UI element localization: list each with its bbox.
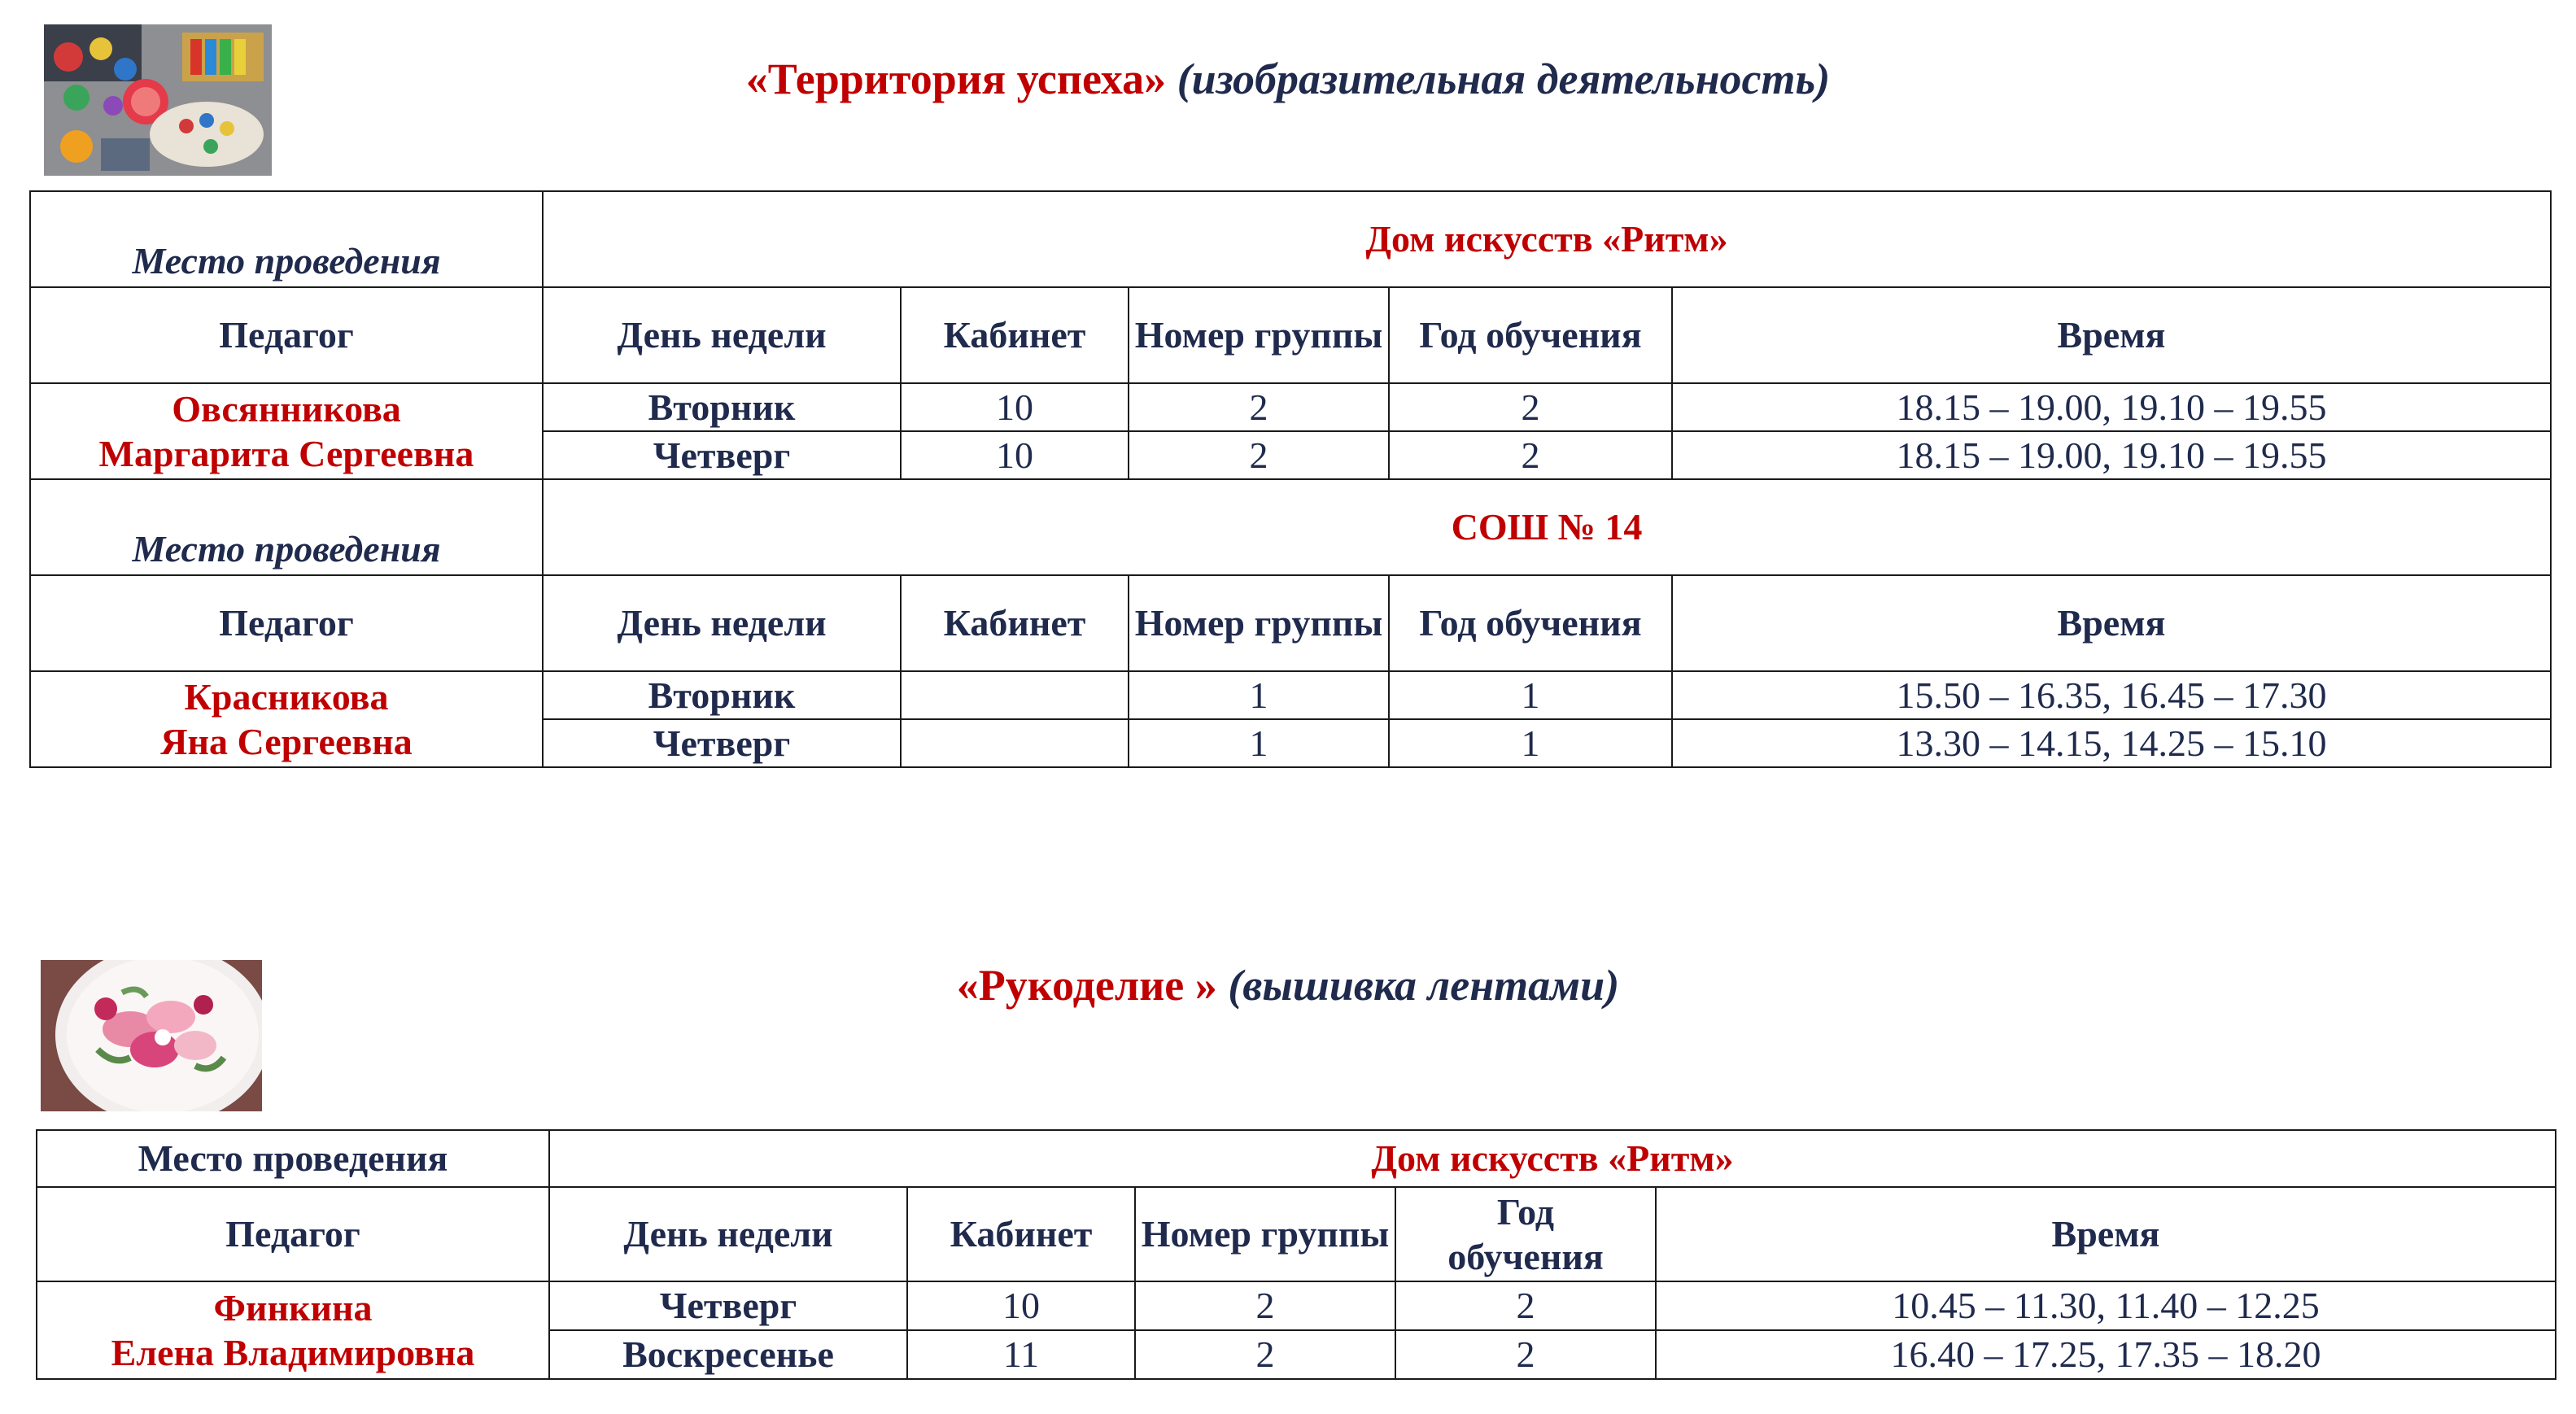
table-row <box>30 383 2551 431</box>
cell-day: Четверг <box>549 1281 907 1330</box>
venue-name: Дом искусств «Ритм» <box>549 1130 2556 1187</box>
cell-group: 1 <box>1129 719 1389 767</box>
header-day: День недели <box>543 287 901 383</box>
section1-title-sub: (изобразительная деятельность) <box>1177 55 1831 103</box>
cell-group: 1 <box>1129 671 1389 719</box>
cell-year: 1 <box>1389 719 1672 767</box>
cell-year: 1 <box>1389 671 1672 719</box>
cell-year: 2 <box>1395 1281 1656 1330</box>
cell-time: 18.15 – 19.00, 19.10 – 19.55 <box>1672 431 2551 479</box>
cell-day: Четверг <box>543 431 901 479</box>
cell-group: 2 <box>1129 383 1389 431</box>
section1-title <box>0 54 2576 104</box>
table-row <box>30 671 2551 719</box>
section2-title-sub: (вышивка лентами) <box>1228 961 1620 1010</box>
teacher-surname: Овсянникова <box>172 387 401 430</box>
venue-name: СОШ № 14 <box>543 479 2551 575</box>
cell-day: Вторник <box>543 671 901 719</box>
header-group: Номер группы <box>1135 1187 1395 1281</box>
header-teacher: Педагог <box>30 575 543 671</box>
header-year: Год обучения <box>1395 1187 1656 1281</box>
header-room: Кабинет <box>901 287 1129 383</box>
teacher-given-name: Маргарита Сергеевна <box>98 433 474 474</box>
teacher-surname: Финкина <box>213 1286 373 1329</box>
cell-year: 2 <box>1389 431 1672 479</box>
cell-time: 16.40 – 17.25, 17.35 – 18.20 <box>1656 1330 2556 1379</box>
cell-time: 13.30 – 14.15, 14.25 – 15.10 <box>1672 719 2551 767</box>
venue-name: Дом искусств «Ритм» <box>543 191 2551 287</box>
cell-year: 2 <box>1395 1330 1656 1379</box>
teacher-name <box>37 1281 549 1379</box>
header-year: Год обучения <box>1389 575 1672 671</box>
header-group: Номер группы <box>1129 575 1389 671</box>
cell-room: 10 <box>901 431 1129 479</box>
header-time: Время <box>1672 575 2551 671</box>
teacher-name <box>30 383 543 479</box>
cell-time: 18.15 – 19.00, 19.10 – 19.55 <box>1672 383 2551 431</box>
cell-group: 2 <box>1135 1281 1395 1330</box>
header-day: День недели <box>543 575 901 671</box>
section2-title <box>0 960 2576 1010</box>
section2-title-main: «Рукоделие » <box>956 961 1217 1010</box>
cell-room: 10 <box>901 383 1129 431</box>
header-room: Кабинет <box>901 575 1129 671</box>
cell-time: 10.45 – 11.30, 11.40 – 12.25 <box>1656 1281 2556 1330</box>
teacher-surname: Красникова <box>184 675 389 718</box>
header-teacher: Педагог <box>30 287 543 383</box>
place-label: Место проведения <box>30 191 543 287</box>
cell-room <box>901 719 1129 767</box>
header-group: Номер группы <box>1129 287 1389 383</box>
cell-day: Воскресенье <box>549 1330 907 1379</box>
teacher-name <box>30 671 543 767</box>
section1-title-main: «Территория успеха» <box>745 55 1167 103</box>
cell-time: 15.50 – 16.35, 16.45 – 17.30 <box>1672 671 2551 719</box>
teacher-given-name: Яна Сергеевна <box>160 721 413 762</box>
cell-room: 10 <box>907 1281 1135 1330</box>
schedule-table-2 <box>36 1129 2556 1380</box>
schedule-table-1 <box>29 190 2552 768</box>
header-day: День недели <box>549 1187 907 1281</box>
header-teacher: Педагог <box>37 1187 549 1281</box>
cell-room <box>901 671 1129 719</box>
cell-day: Четверг <box>543 719 901 767</box>
cell-day: Вторник <box>543 383 901 431</box>
teacher-given-name: Елена Владимировна <box>111 1332 475 1373</box>
cell-room: 11 <box>907 1330 1135 1379</box>
header-time: Время <box>1672 287 2551 383</box>
place-label: Место проведения <box>30 479 543 575</box>
header-room: Кабинет <box>907 1187 1135 1281</box>
header-time: Время <box>1656 1187 2556 1281</box>
header-year: Год обучения <box>1389 287 1672 383</box>
cell-year: 2 <box>1389 383 1672 431</box>
cell-group: 2 <box>1129 431 1389 479</box>
place-label: Место проведения <box>37 1130 549 1187</box>
cell-group: 2 <box>1135 1330 1395 1379</box>
table-row <box>37 1281 2556 1330</box>
